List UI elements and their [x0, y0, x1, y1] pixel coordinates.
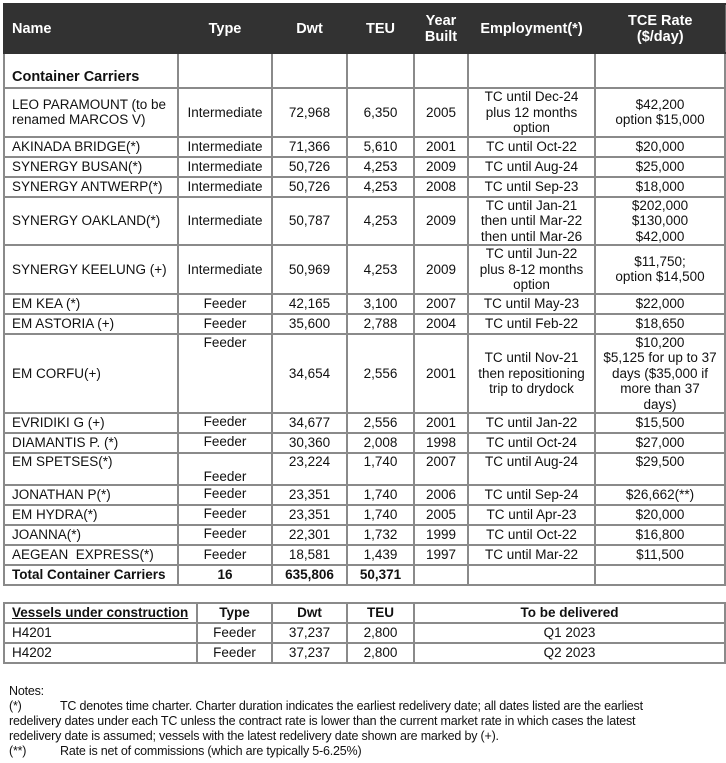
- table-row: [4, 623, 725, 643]
- rate-line: days ($35,000 if: [611, 365, 709, 381]
- vessel-rate: $20,000: [595, 505, 725, 525]
- fleet-table: [3, 3, 726, 586]
- vessel-type: Intermediate: [178, 157, 272, 177]
- hull-type: Feeder: [197, 643, 272, 663]
- vessel-employment: TC until Aug-24: [468, 453, 595, 485]
- table-row: [4, 643, 725, 663]
- vessel-type: Intermediate: [178, 88, 272, 137]
- vessel-teu: 2,008: [347, 433, 414, 453]
- table-row: [4, 197, 725, 246]
- vessel-rate: [595, 88, 725, 137]
- employment-line: TC until Jan-21: [485, 197, 578, 213]
- rate-line: option $15,000: [615, 112, 705, 128]
- table-row: [4, 413, 725, 433]
- vessel-employment: TC until Oct-22: [468, 525, 595, 545]
- vessel-employment: TC until Mar-22: [468, 545, 595, 565]
- vessel-teu: 2,556: [347, 413, 414, 433]
- vessel-employment: TC until Feb-22: [468, 314, 595, 334]
- header-employment: Employment(*): [468, 4, 595, 53]
- vessel-year: 2005: [414, 88, 468, 137]
- note-1-line-2: redelivery dates under each TC unless the contract rate is lower than the current market rate in which cases the latest: [9, 714, 636, 728]
- rate-line: $11,750;: [634, 253, 686, 269]
- vessel-teu: 6,350: [347, 88, 414, 137]
- hull-name: H4202: [4, 643, 197, 663]
- vessel-name-line2: renamed MARCOS V): [12, 112, 146, 128]
- note-1-line-3: redelivery date is assumed; vessels with the latest redelivery date shown are marked by (+).: [9, 729, 499, 743]
- section-label: Container Carriers: [4, 53, 178, 88]
- vessel-rate: $18,000: [595, 177, 725, 197]
- hull-teu: 2,800: [347, 643, 414, 663]
- vessel-year: 1999: [414, 525, 468, 545]
- vessel-dwt: 22,301: [272, 525, 347, 545]
- vessel-year: 2007: [414, 453, 468, 485]
- vessel-employment: [468, 88, 595, 137]
- empty-cell: [414, 565, 468, 585]
- vessel-dwt: 50,787: [272, 197, 347, 246]
- vessel-name: SYNERGY ANTWERP(*): [4, 177, 178, 197]
- table-row: [4, 88, 725, 137]
- header-year-line1: Year: [425, 12, 457, 29]
- vessel-teu: 1,740: [347, 505, 414, 525]
- total-row: [4, 565, 725, 585]
- vessel-dwt: 50,969: [272, 245, 347, 294]
- empty-cell: [414, 53, 468, 88]
- vessel-dwt: 34,654: [272, 334, 347, 414]
- vessel-name: SYNERGY BUSAN(*): [4, 157, 178, 177]
- vessel-type: Feeder: [178, 314, 272, 334]
- construction-header-teu: TEU: [347, 603, 414, 623]
- employment-line: TC until Jun-22: [485, 246, 578, 261]
- vessel-rate: $20,000: [595, 137, 725, 157]
- vessel-dwt: 23,351: [272, 505, 347, 525]
- rate-line: $42,000: [635, 228, 685, 244]
- vessel-year: 2009: [414, 197, 468, 246]
- rate-line: $202,000: [631, 197, 689, 213]
- empty-cell: [595, 53, 725, 88]
- vessel-name: AKINADA BRIDGE(*): [4, 137, 178, 157]
- vessel-name: EM HYDRA(*): [4, 505, 178, 525]
- total-count: 16: [178, 565, 272, 585]
- total-dwt: 635,806: [272, 565, 347, 585]
- vessel-name: EVRIDIKI G (+): [4, 413, 178, 433]
- table-row: [4, 453, 725, 485]
- vessel-employment: [468, 334, 595, 414]
- vessel-rate: $11,500: [595, 545, 725, 565]
- vessel-name: AEGEAN EXPRESS(*): [4, 545, 178, 565]
- table-row: [4, 505, 725, 525]
- hull-type: Feeder: [197, 623, 272, 643]
- vessel-type: Feeder: [178, 545, 272, 565]
- vessel-type: Feeder: [178, 433, 272, 453]
- empty-cell: [468, 53, 595, 88]
- vessel-rate: $22,000: [595, 294, 725, 314]
- vessel-name: SYNERGY KEELUNG (+): [4, 245, 178, 294]
- table-row: [4, 177, 725, 197]
- construction-header-type: Type: [197, 603, 272, 623]
- vessel-teu: 4,253: [347, 197, 414, 246]
- rate-line: option $14,500: [615, 269, 705, 285]
- vessel-year: 2001: [414, 334, 468, 414]
- vessel-rate: $15,500: [595, 413, 725, 433]
- vessel-type: Feeder: [178, 294, 272, 314]
- header-year-built: [414, 4, 468, 53]
- total-teu: 50,371: [347, 565, 414, 585]
- table-row: [4, 245, 725, 294]
- vessel-type: Intermediate: [178, 245, 272, 294]
- vessel-name: EM SPETSES(*): [4, 453, 178, 485]
- table-row: [4, 485, 725, 505]
- vessel-teu: 2,556: [347, 334, 414, 414]
- table-row: [4, 294, 725, 314]
- table-row: [4, 545, 725, 565]
- vessel-employment: TC until Sep-24: [468, 485, 595, 505]
- vessel-name: JONATHAN P(*): [4, 485, 178, 505]
- vessel-year: 2008: [414, 177, 468, 197]
- vessel-name: JOANNA(*): [4, 525, 178, 545]
- construction-header-delivery: To be delivered: [414, 603, 725, 623]
- vessel-dwt: 30,360: [272, 433, 347, 453]
- header-tce-rate: [595, 4, 725, 53]
- vessel-teu: 3,100: [347, 294, 414, 314]
- hull-dwt: 37,237: [272, 623, 347, 643]
- header-dwt: Dwt: [272, 4, 347, 53]
- empty-cell: [347, 53, 414, 88]
- vessel-year: 1997: [414, 545, 468, 565]
- vessel-dwt: 35,600: [272, 314, 347, 334]
- rate-line: more than 37: [620, 381, 700, 396]
- vessel-rate: $26,662(**): [595, 485, 725, 505]
- vessel-year: 2009: [414, 157, 468, 177]
- vessel-employment: TC until May-23: [468, 294, 595, 314]
- vessel-employment: TC until Jan-22: [468, 413, 595, 433]
- vessel-teu: 4,253: [347, 245, 414, 294]
- vessel-name: DIAMANTIS P. (*): [4, 433, 178, 453]
- vessel-teu: 5,610: [347, 137, 414, 157]
- vessel-name: EM ASTORIA (+): [4, 314, 178, 334]
- vessel-type: Feeder: [178, 505, 272, 525]
- note-1-mark: (*): [9, 699, 22, 713]
- vessel-year: 2001: [414, 137, 468, 157]
- vessel-year: 2009: [414, 245, 468, 294]
- table-row: [4, 334, 725, 414]
- vessel-employment: [468, 197, 595, 246]
- empty-cell: [595, 565, 725, 585]
- note-1-line-1: [9, 699, 721, 714]
- section-row-container-carriers: [4, 53, 725, 88]
- vessel-employment: TC until Oct-24: [468, 433, 595, 453]
- vessel-dwt: 42,165: [272, 294, 347, 314]
- vessel-year: 2004: [414, 314, 468, 334]
- vessel-year: 2001: [414, 413, 468, 433]
- vessel-employment: TC until Sep-23: [468, 177, 595, 197]
- rate-line: $130,000: [631, 213, 689, 228]
- vessel-name-line1: LEO PARAMOUNT (to be: [12, 96, 167, 112]
- construction-header-dwt: Dwt: [272, 603, 347, 623]
- vessel-rate: [595, 245, 725, 294]
- vessel-name: EM CORFU(+): [4, 334, 178, 414]
- vessel-type: Feeder: [178, 525, 272, 545]
- hull-teu: 2,800: [347, 623, 414, 643]
- vessel-name: [4, 88, 178, 137]
- vessel-name: EM KEA (*): [4, 294, 178, 314]
- vessel-dwt: 34,677: [272, 413, 347, 433]
- vessel-teu: 1,740: [347, 453, 414, 485]
- table-row: [4, 157, 725, 177]
- employment-line: TC until Dec-24: [484, 89, 579, 104]
- header-year-line2: Built: [424, 28, 458, 45]
- rate-line: $5,125 for up to 37: [603, 350, 717, 365]
- vessel-dwt: 50,726: [272, 157, 347, 177]
- rate-line: $10,200: [635, 334, 685, 350]
- rate-line: days): [643, 396, 677, 412]
- vessel-name: SYNERGY OAKLAND(*): [4, 197, 178, 246]
- employment-line: option: [513, 277, 550, 292]
- vessel-employment: TC until Oct-22: [468, 137, 595, 157]
- vessel-type: Intermediate: [178, 197, 272, 246]
- construction-header-row: [4, 603, 725, 623]
- note-1-text: TC denotes time charter. Charter duration indicates the earliest redelivery date; all dates listed are the earliest: [60, 699, 643, 713]
- vessel-type: Intermediate: [178, 177, 272, 197]
- vessel-year: 2007: [414, 294, 468, 314]
- vessel-dwt: 23,351: [272, 485, 347, 505]
- header-tce-line1: TCE Rate: [628, 12, 693, 29]
- note-2-mark: (**): [9, 744, 27, 758]
- employment-line: then until Mar-22: [480, 213, 583, 228]
- vessel-teu: 2,788: [347, 314, 414, 334]
- hull-delivery: Q1 2023: [414, 623, 725, 643]
- vessel-type: Feeder: [178, 485, 272, 505]
- vessel-teu: 4,253: [347, 177, 414, 197]
- notes-title: Notes:: [9, 684, 44, 698]
- note-2-text: Rate is net of commissions (which are typically 5-6.25%): [60, 744, 362, 758]
- vessel-type: Feeder: [178, 413, 272, 433]
- vessel-rate: $29,500: [595, 453, 725, 485]
- note-2: [9, 744, 721, 759]
- vessel-rate: $25,000: [595, 157, 725, 177]
- header-type: Type: [178, 4, 272, 53]
- table-row: [4, 525, 725, 545]
- total-label: Total Container Carriers: [4, 565, 178, 585]
- vessel-type: Feeder: [178, 453, 272, 485]
- empty-cell: [468, 565, 595, 585]
- vessel-teu: 1,732: [347, 525, 414, 545]
- rate-line: $42,200: [635, 96, 685, 112]
- hull-delivery: Q2 2023: [414, 643, 725, 663]
- vessel-dwt: 72,968: [272, 88, 347, 137]
- header-teu: TEU: [347, 4, 414, 53]
- construction-header-name: Vessels under construction: [4, 603, 197, 623]
- employment-line: option: [513, 120, 550, 135]
- vessel-employment: [468, 245, 595, 294]
- table-row: [4, 314, 725, 334]
- vessel-teu: 1,439: [347, 545, 414, 565]
- vessel-type: Feeder: [178, 334, 272, 414]
- employment-line: trip to drydock: [489, 381, 574, 396]
- vessel-rate: $18,650: [595, 314, 725, 334]
- table-row: [4, 433, 725, 453]
- employment-line: TC until Nov-21: [484, 350, 579, 365]
- vessel-rate: $16,800: [595, 525, 725, 545]
- vessel-type: Intermediate: [178, 137, 272, 157]
- vessel-teu: 1,740: [347, 485, 414, 505]
- header-tce-line2: ($/day): [636, 28, 684, 45]
- employment-line: plus 12 months: [485, 104, 578, 120]
- vessel-employment: TC until Aug-24: [468, 157, 595, 177]
- vessel-dwt: 18,581: [272, 545, 347, 565]
- notes-section: [9, 684, 721, 759]
- empty-cell: [178, 53, 272, 88]
- vessel-teu: 4,253: [347, 157, 414, 177]
- vessel-dwt: 71,366: [272, 137, 347, 157]
- vessel-year: 1998: [414, 433, 468, 453]
- employment-line: plus 8-12 months: [479, 261, 584, 277]
- table-header-row: [4, 4, 725, 53]
- vessel-year: 2005: [414, 505, 468, 525]
- vessel-year: 2006: [414, 485, 468, 505]
- vessel-dwt: 50,726: [272, 177, 347, 197]
- employment-line: then until Mar-26: [480, 228, 583, 244]
- empty-cell: [272, 53, 347, 88]
- vessel-rate: [595, 197, 725, 246]
- hull-name: H4201: [4, 623, 197, 643]
- vessel-dwt: 23,224: [272, 453, 347, 485]
- vessel-employment: TC until Apr-23: [468, 505, 595, 525]
- vessel-rate: $27,000: [595, 433, 725, 453]
- header-name: Name: [4, 4, 178, 53]
- employment-line: then repositioning: [478, 365, 585, 381]
- vessel-rate: [595, 334, 725, 414]
- construction-table: [3, 602, 726, 664]
- table-row: [4, 137, 725, 157]
- hull-dwt: 37,237: [272, 643, 347, 663]
